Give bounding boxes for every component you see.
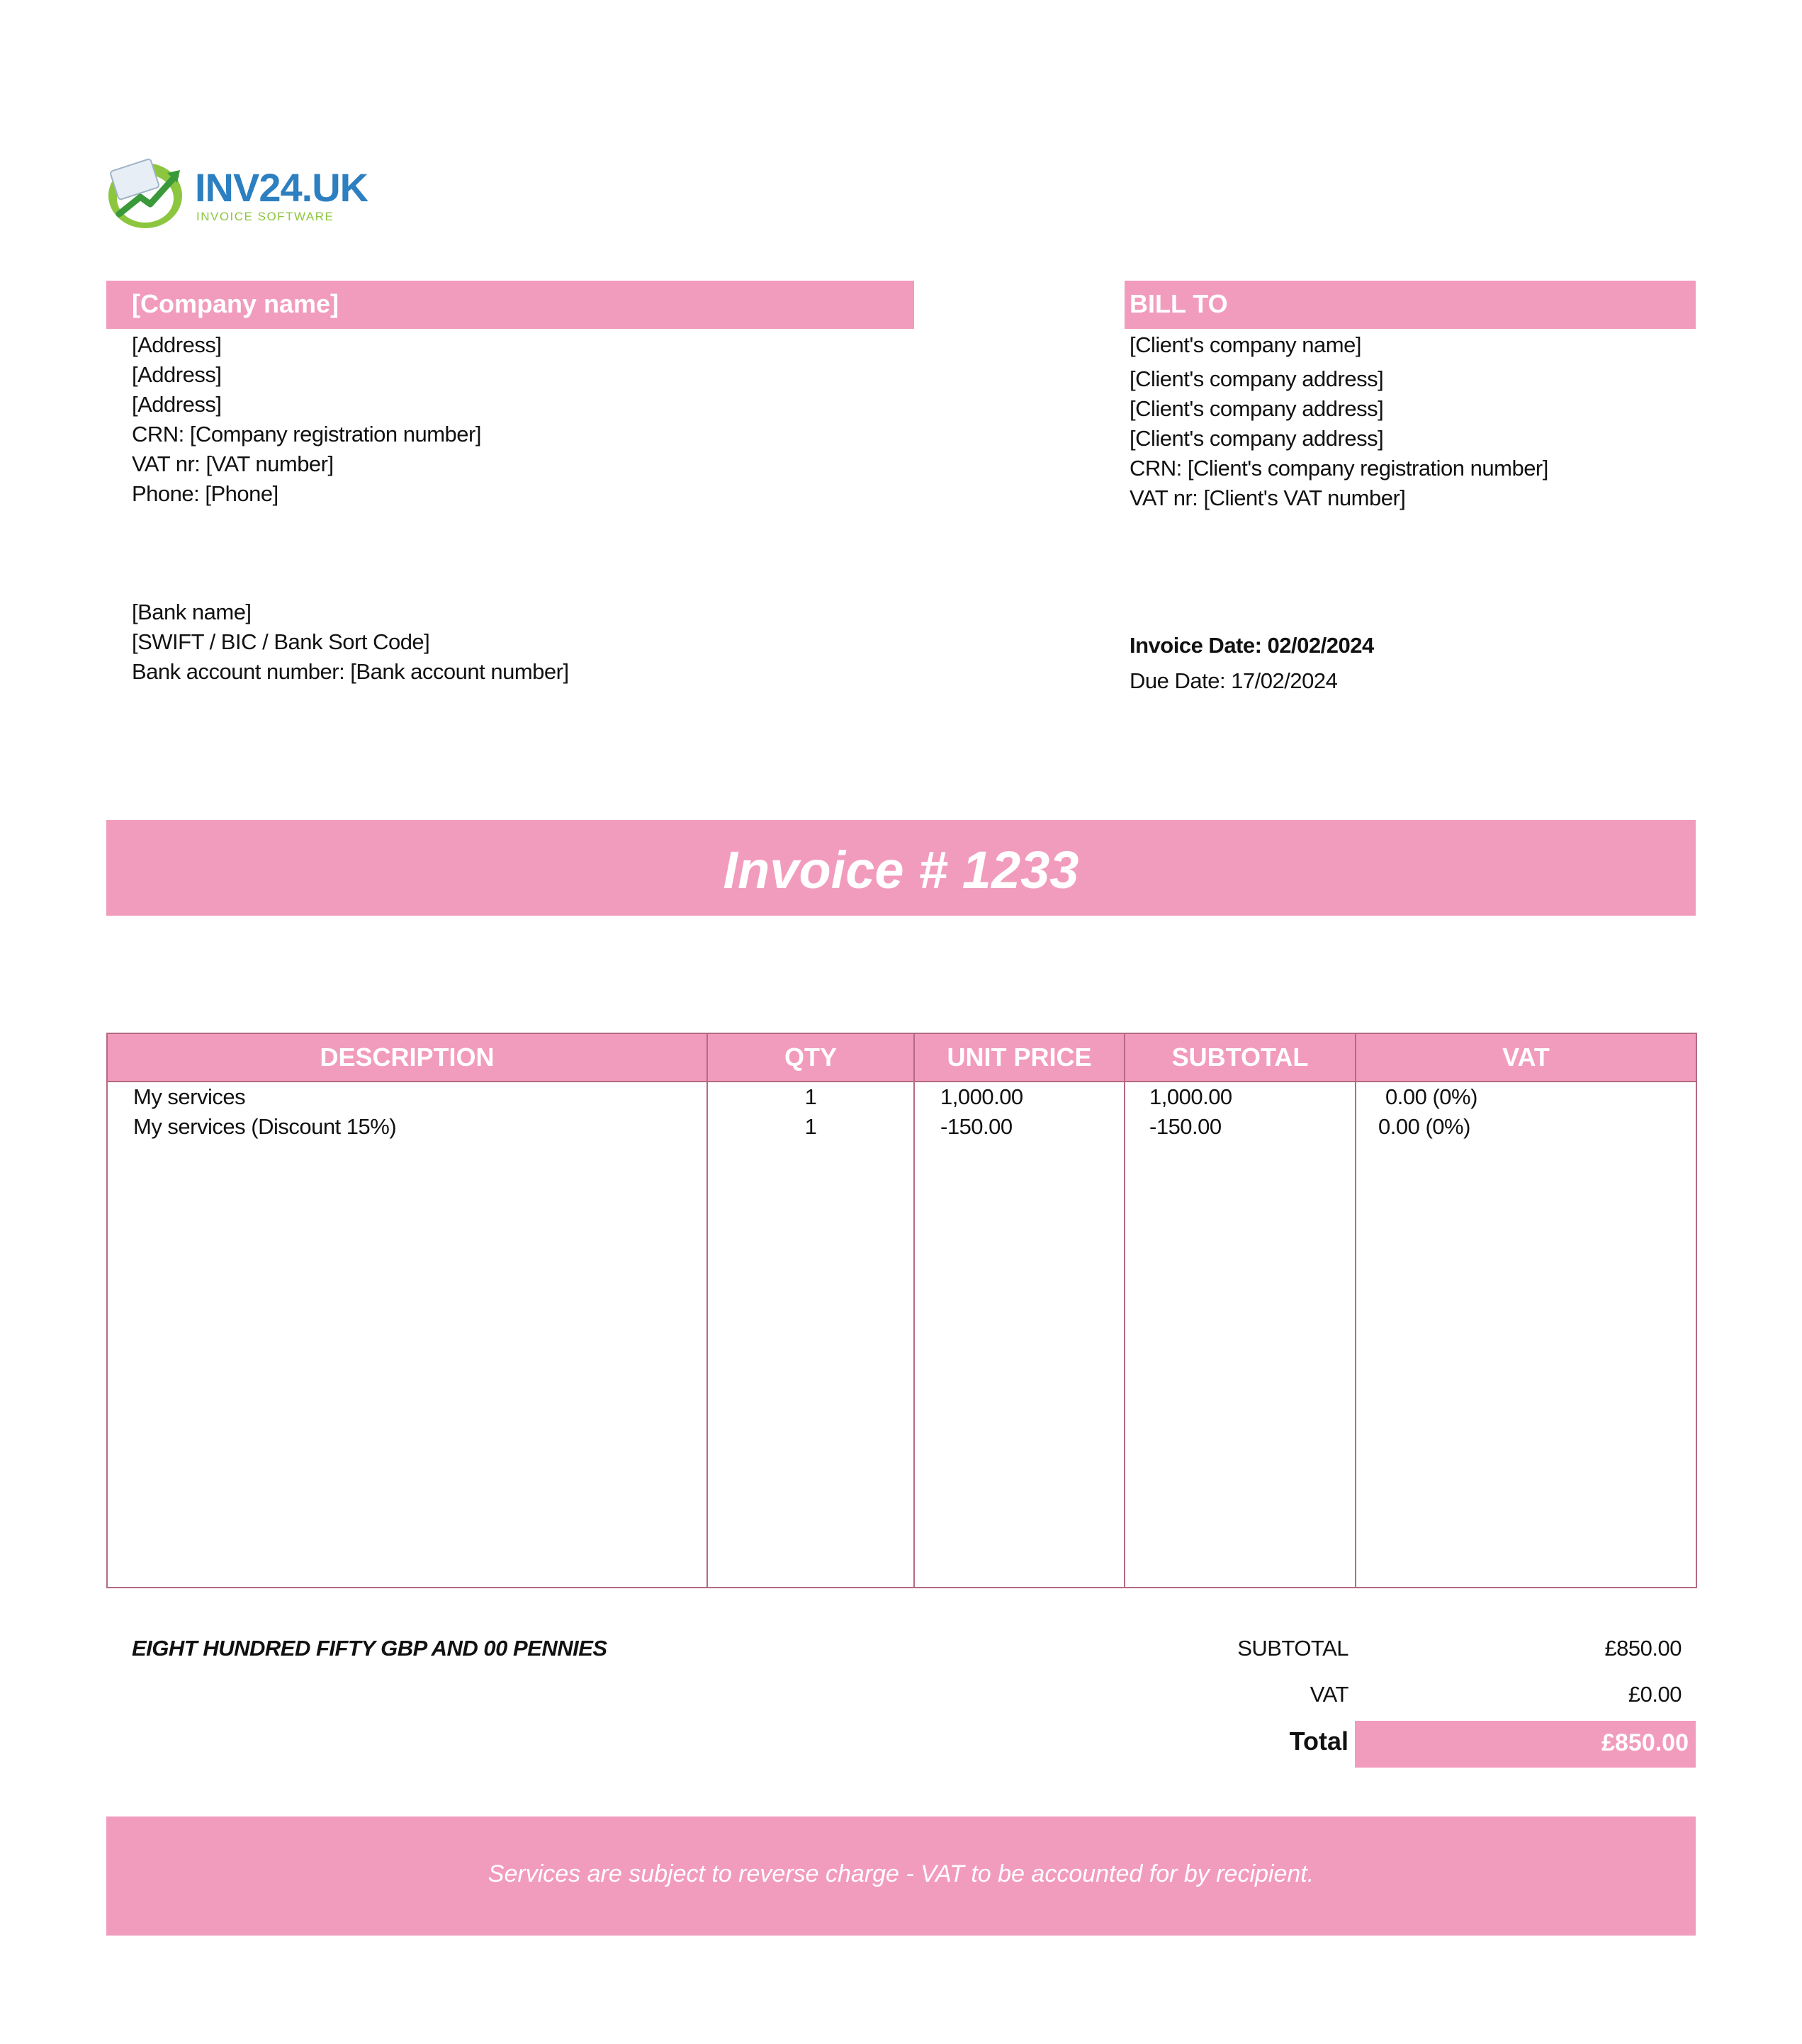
row1-description: My services — [133, 1084, 246, 1109]
row2-unit-price: -150.00 — [940, 1114, 1013, 1139]
column-divider — [913, 1034, 915, 1587]
bank-line: Bank account number: [Bank account number] — [132, 659, 569, 684]
invoice-date: Invoice Date: 02/02/2024 — [1130, 633, 1374, 658]
invoice-title-banner — [106, 820, 1696, 916]
company-name-bar — [106, 281, 914, 329]
bank-line: [Bank name] — [132, 600, 252, 624]
footer-note-bar — [106, 1816, 1696, 1936]
row2-qty: 1 — [804, 1114, 817, 1139]
logo-tagline: INVOICE SOFTWARE — [196, 210, 334, 223]
header-unit-price: UNIT PRICE — [947, 1043, 1092, 1072]
logo-wordmark: INV24.UK — [195, 165, 368, 210]
logo — [106, 155, 191, 232]
header-subtotal: SUBTOTAL — [1171, 1043, 1309, 1072]
sender-line: [Address] — [132, 332, 222, 357]
header-description: DESCRIPTION — [320, 1043, 495, 1072]
sender-line: [Address] — [132, 362, 222, 387]
sender-line: Phone: [Phone] — [132, 481, 278, 506]
company-name: [Company name] — [132, 289, 339, 318]
total-value: £850.00 — [1601, 1729, 1689, 1756]
header-qty: QTY — [784, 1043, 837, 1072]
total-box — [1355, 1721, 1696, 1768]
bill-to-heading: BILL TO — [1130, 289, 1228, 318]
sender-line: VAT nr: [VAT number] — [132, 451, 334, 476]
row2-vat: 0.00 (0%) — [1378, 1114, 1470, 1139]
sender-line: CRN: [Company registration number] — [132, 422, 481, 447]
client-line: CRN: [Client's company registration number] — [1130, 456, 1548, 481]
vat-value: £0.00 — [1628, 1682, 1682, 1707]
row1-vat: 0.00 (0%) — [1385, 1084, 1477, 1109]
row2-description: My services (Discount 15%) — [133, 1114, 397, 1139]
client-line: VAT nr: [Client's VAT number] — [1130, 485, 1406, 510]
sender-line: [Address] — [132, 392, 222, 417]
amount-in-words: EIGHT HUNDRED FIFTY GBP AND 00 PENNIES — [132, 1636, 607, 1661]
client-details — [1130, 330, 1548, 513]
subtotal-label: SUBTOTAL — [1237, 1636, 1348, 1661]
client-line: [Client's company address] — [1130, 426, 1384, 451]
due-date: Due Date: 17/02/2024 — [1130, 668, 1338, 693]
logo-icon — [106, 155, 191, 232]
vat-label: VAT — [1310, 1682, 1348, 1707]
sender-details — [132, 330, 481, 509]
footer-note: Services are subject to reverse charge - VAT to be accounted for by recipient. — [488, 1860, 1314, 1887]
items-table — [106, 1033, 1697, 1588]
client-line: [Client's company address] — [1130, 366, 1384, 391]
row1-unit-price: 1,000.00 — [940, 1084, 1023, 1109]
row2-subtotal: -150.00 — [1149, 1114, 1222, 1139]
total-label: Total — [1289, 1726, 1348, 1756]
bank-details — [132, 597, 569, 687]
client-line: [Client's company address] — [1130, 396, 1384, 421]
client-line: [Client's company name] — [1130, 332, 1361, 357]
bill-to-bar — [1125, 281, 1696, 329]
row1-qty: 1 — [804, 1084, 817, 1109]
bank-line: [SWIFT / BIC / Bank Sort Code] — [132, 629, 430, 654]
header-vat: VAT — [1502, 1043, 1550, 1072]
column-divider — [1355, 1034, 1356, 1587]
invoice-title: Invoice # 1233 — [723, 841, 1079, 899]
row1-subtotal: 1,000.00 — [1149, 1084, 1232, 1109]
subtotal-value: £850.00 — [1604, 1636, 1682, 1661]
column-divider — [1124, 1034, 1125, 1587]
